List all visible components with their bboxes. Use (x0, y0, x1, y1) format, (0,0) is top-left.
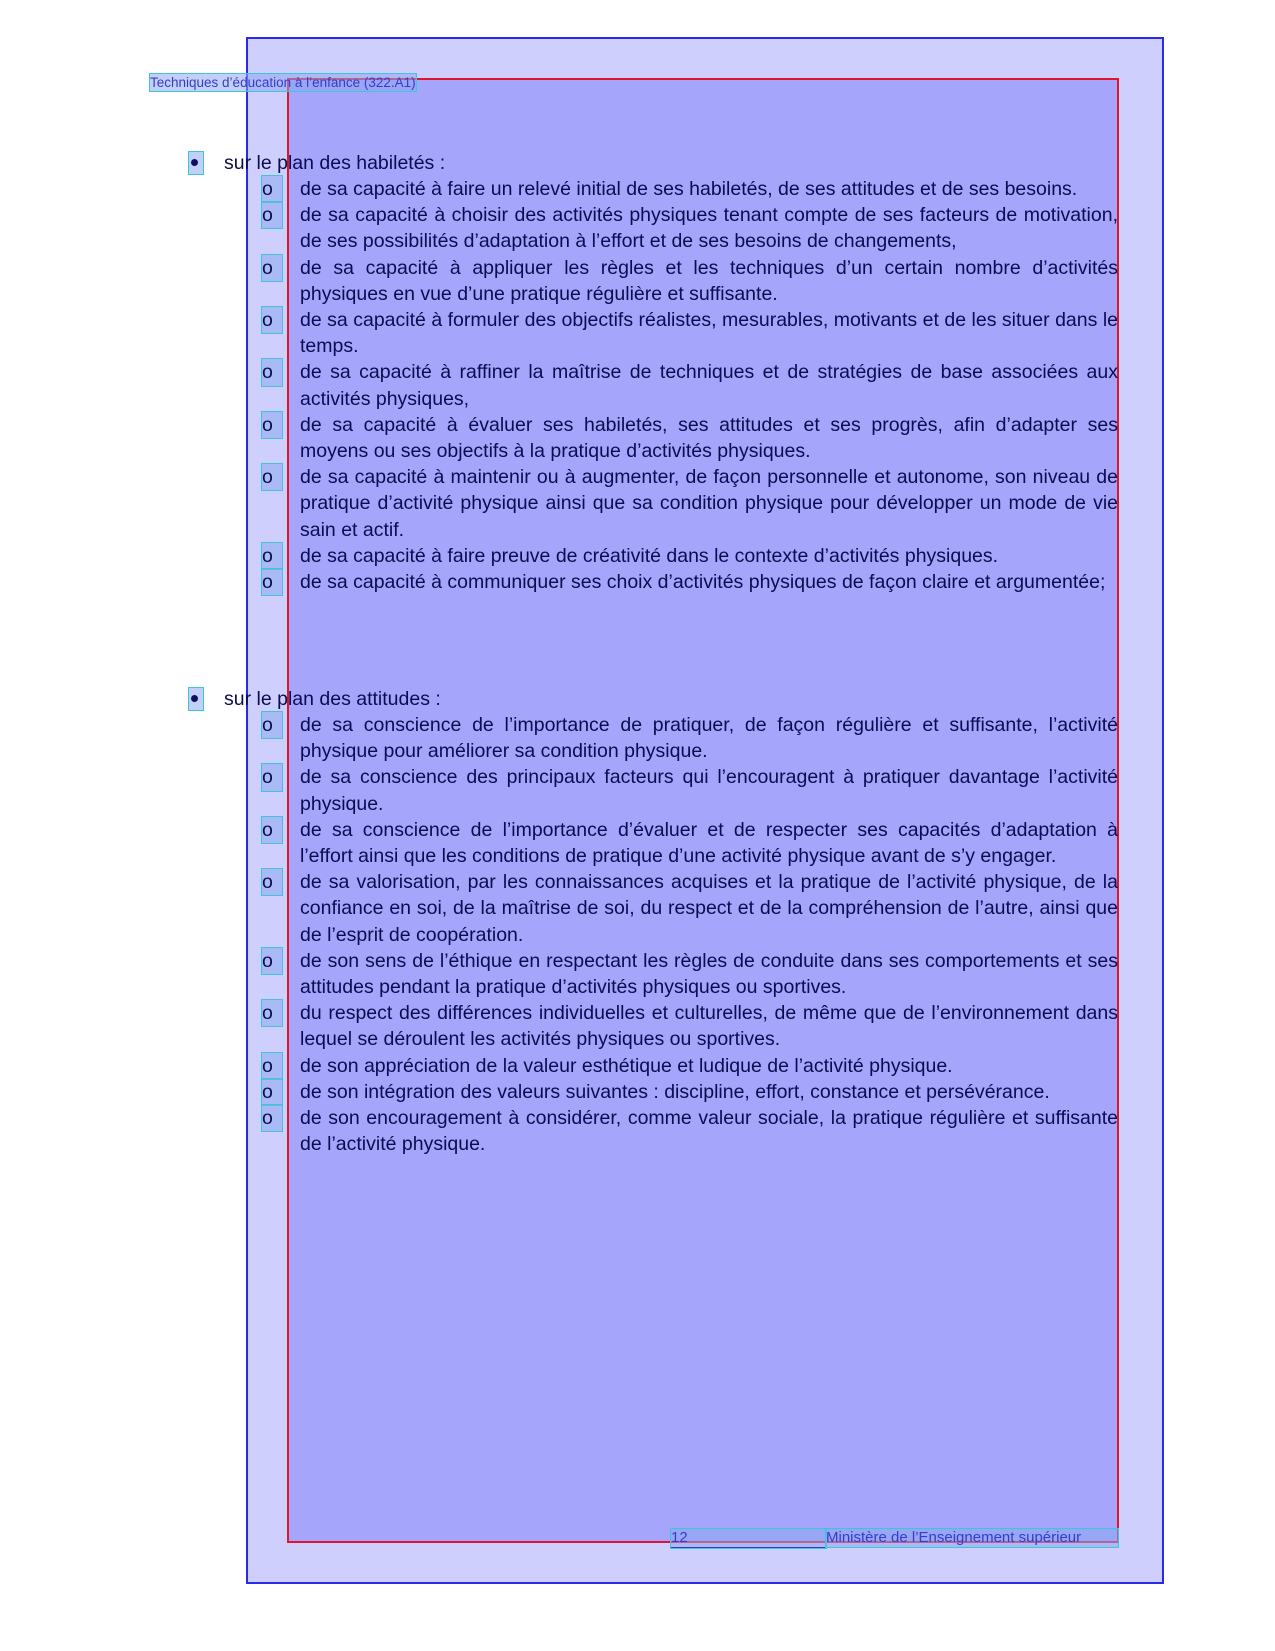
list-item: o de sa capacité à communiquer ses choix d’activités physiques de façon claire et argumentée; (262, 569, 1118, 595)
bullet-icon (189, 689, 203, 709)
sub-bullet-icon: o (262, 817, 282, 843)
list-item: o de son encouragement à considérer, comme valeur sociale, la pratique régulière et suffisante de l’activité physique. (262, 1107, 1118, 1156)
sub-bullet-icon: o (262, 764, 282, 790)
list-item: o de sa capacité à faire preuve de créativité dans le contexte d’activités physiques. (262, 543, 1118, 569)
list-habiletes (262, 176, 1118, 595)
list-item: o de sa capacité à formuler des objectifs réalistes, mesurables, motivants et de les situer dans le temps. (262, 309, 1118, 358)
sub-bullet-icon: o (262, 464, 282, 490)
list-item: o de sa conscience des principaux facteurs qui l’encouragent à pratiquer davantage l’activité physique. (262, 766, 1118, 815)
list-item: o de son intégration des valeurs suivantes : discipline, effort, constance et persévérance. (262, 1079, 1118, 1105)
footer-page-number: 12 (671, 1529, 826, 1548)
section-heading-attitudes: sur le plan des attitudes : (224, 688, 441, 710)
section-bullet-attitudes (189, 688, 203, 710)
sub-bullet-icon: o (262, 359, 282, 385)
list-item: o de sa conscience de l’importance de pratiquer, de façon régulière et suffisante, l’activité physique pour améliorer sa condition physique. (262, 714, 1118, 763)
document-header-title: Techniques d’éducation à l’enfance (322.A1) (150, 75, 416, 90)
sub-bullet-icon: o (262, 948, 282, 974)
sub-bullet-icon: o (262, 1053, 282, 1079)
list-item: o de sa capacité à appliquer les règles et les techniques d’un certain nombre d’activités physiques en vue d’une pratique régulière et suffisante. (262, 256, 1118, 305)
sub-bullet-icon: o (262, 255, 282, 281)
list-item: o de sa capacité à raffiner la maîtrise de techniques et de stratégies de base associées aux activités physiques, (262, 361, 1118, 410)
sub-bullet-icon: o (262, 307, 282, 333)
sub-bullet-icon: o (262, 543, 282, 569)
list-item: o de son sens de l’éthique en respectant les règles de conduite dans ses comportements et ses attitudes pendant la pratique d’activités physiques ou sportives. (262, 949, 1118, 999)
bullet-icon (189, 153, 203, 173)
list-item: o de sa conscience de l’importance d’évaluer et de respecter ses capacités d’adaptation à l’effort ainsi que les conditions de pratique d’une activité physique avant de s’y engager. (262, 818, 1118, 868)
sub-bullet-icon: o (262, 869, 282, 895)
list-item: o de son appréciation de la valeur esthétique et ludique de l’activité physique. (262, 1053, 1118, 1079)
section-bullet-habiletes (189, 152, 203, 174)
list-item: o de sa capacité à faire un relevé initial de ses habiletés, de ses attitudes et de ses besoins. (262, 176, 1118, 202)
sub-bullet-icon: o (262, 712, 282, 738)
sub-bullet-icon: o (262, 202, 282, 228)
list-item: o du respect des différences individuelles et culturelles, de même que de l’environnement dans lequel se déroulent les activités physiques ou sportives. (262, 1002, 1118, 1051)
sub-bullet-icon: o (262, 569, 282, 595)
list-item: o de sa capacité à choisir des activités physiques tenant compte de ses facteurs de motivation, de ses possibilités d’adaptation à l’effort et de ses besoins de changements, (262, 204, 1118, 253)
sub-bullet-icon: o (262, 176, 282, 202)
sub-bullet-icon: o (262, 1079, 282, 1105)
list-item: o de sa capacité à évaluer ses habiletés, ses attitudes et ses progrès, afin d’adapter ses moyens ou ses objectifs à la pratique d’activités physiques. (262, 413, 1118, 463)
section-heading-habiletes: sur le plan des habiletés : (224, 152, 446, 174)
sub-bullet-icon: o (262, 1000, 282, 1026)
list-item: o de sa capacité à maintenir ou à augmenter, de façon personnelle et autonome, son niveau de pratique d’activité physique ainsi que sa condition physique pour développer un mode de vie sain et actif. (262, 466, 1118, 541)
list-item: o de sa valorisation, par les connaissances acquises et la pratique de l’activité physique, de la confiance en soi, de la maîtrise de soi, du respect et de la compréhension de l’autre, ainsi que de l’esprit de coopération. (262, 871, 1118, 946)
sub-bullet-icon: o (262, 1105, 282, 1131)
footer-organization: Ministère de l’Enseignement supérieur (826, 1529, 1118, 1547)
list-attitudes (262, 712, 1118, 1157)
sub-bullet-icon: o (262, 412, 282, 438)
